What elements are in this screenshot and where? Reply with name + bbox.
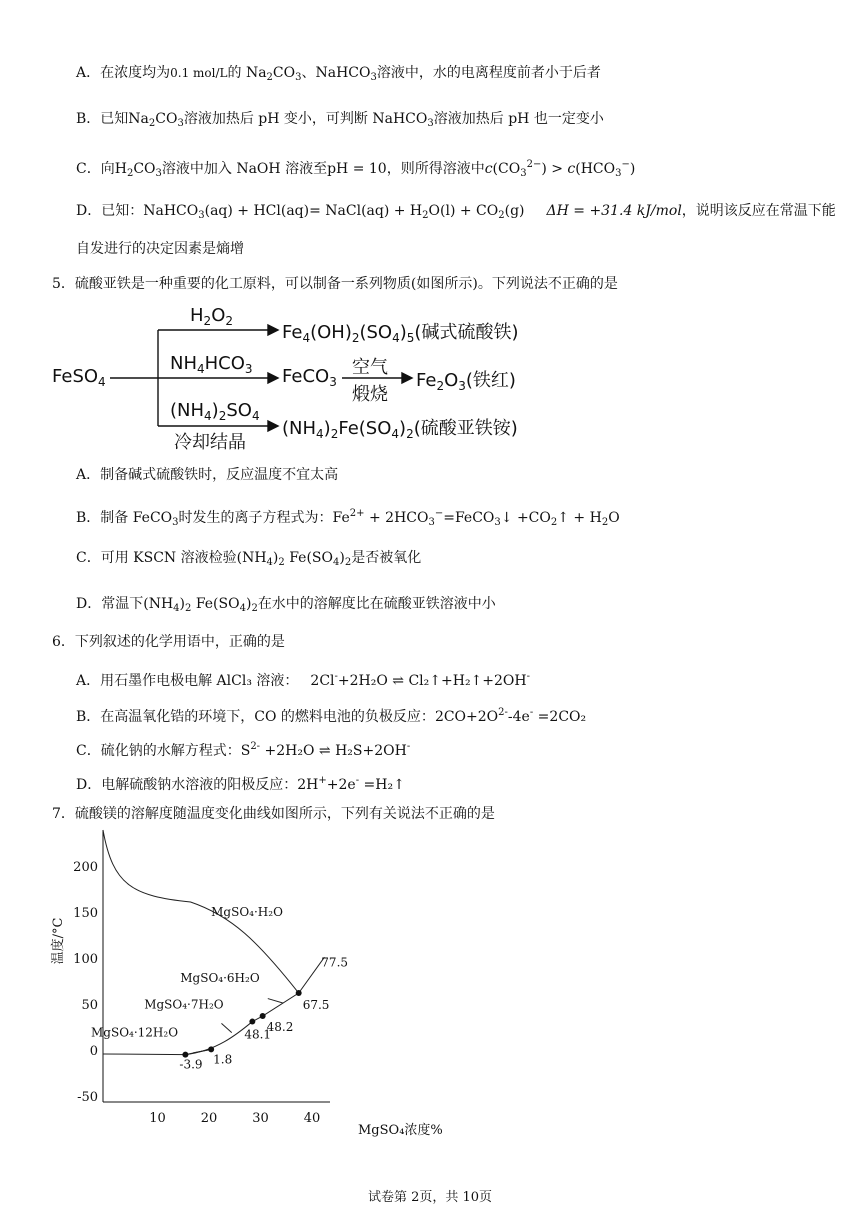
scheme-feco3: FeCO$_3$ bbox=[282, 366, 337, 389]
q4-option-a: A．在浓度均为0.1 mol/L的 $Na_2CO_3$、NaHCO$_3$溶液中，水的电离程度前者小于后者 bbox=[76, 65, 601, 83]
q6-option-c: C．硫化钠的水解方程式：$S^{2-} +2H_2O$ ⇌ H₂S+2OH- bbox=[76, 741, 411, 759]
x-tick-label: 30 bbox=[252, 1111, 269, 1126]
page-footer: 试卷第 2页，共 10页 bbox=[367, 1190, 493, 1205]
y-tick-label: 0 bbox=[89, 1044, 98, 1059]
q4-option-c: C．向$H_2CO_3$溶液中加入 NaOH 溶液至pH = 10，则所得溶液中$c(CO_3^{2-}) > c(HCO_3^-)$ bbox=[76, 159, 636, 179]
data-point bbox=[260, 1013, 266, 1019]
y-axis-label: 温度/°C bbox=[51, 917, 66, 965]
phase-leader bbox=[221, 1023, 231, 1032]
x-axis-label: MgSO₄浓度% bbox=[358, 1123, 443, 1138]
data-point bbox=[249, 1019, 255, 1025]
q6-option-d: D．电解硫酸钠水溶液的阳极反应：2H++2e- =H₂↑ bbox=[76, 775, 405, 793]
curve-12-hydrate bbox=[103, 1049, 211, 1054]
data-point bbox=[296, 990, 302, 996]
scheme-cool-crystallize: 冷却结晶 bbox=[174, 432, 246, 453]
y-tick-label: 200 bbox=[73, 860, 98, 875]
scheme-basic-ferric-sulfate: $Fe_4(OH)_2(SO_4)_5$(碱式硫酸铁) bbox=[282, 322, 519, 345]
q5-option-a: A．制备碱式硫酸铁时，反应温度不宜太高 bbox=[76, 467, 339, 483]
phase-label: MgSO₄·6H₂O bbox=[180, 971, 260, 985]
scheme-mohr-salt: $(NH_4)_2Fe(SO_4)_2$(硫酸亚铁铵) bbox=[282, 418, 518, 441]
scheme-air: 空气 bbox=[352, 357, 388, 378]
q6-option-b: B．在高温氧化锆的环境下，CO 的燃料电池的负极反应：$2CO+2O^{2-}-4e^- =2CO_2$ bbox=[76, 707, 587, 725]
scheme-h2o2: $H_2O_2$ bbox=[190, 305, 233, 328]
q5-scheme bbox=[0, 300, 860, 460]
phase-label: MgSO₄·7H₂O bbox=[144, 997, 224, 1012]
q4-option-b: B．已知$Na_2CO_3$溶液加热后 pH 变小，可判断 NaHCO$_3$溶液加热后 pH 也一定变小 bbox=[76, 111, 604, 129]
x-tick-label: 20 bbox=[200, 1111, 218, 1126]
y-tick-label: 100 bbox=[73, 952, 98, 967]
point-label: 67.5 bbox=[302, 998, 330, 1013]
q5-option-c: C．可用 KSCN 溶液检验$(NH_4)_2$ $Fe(SO_4)_2$是否被氧化 bbox=[76, 550, 422, 568]
point-label: -3.9 bbox=[179, 1057, 203, 1072]
scheme-nh4hco3: $NH_4HCO_3$ bbox=[170, 353, 253, 376]
q7-stem: 7．硫酸镁的溶解度随温度变化曲线如图所示，下列有关说法不正确的是 bbox=[52, 806, 495, 822]
q6-option-a: A．用石墨作电极电解 AlCl₃ 溶液： 2Cl-+2H₂O ⇌ Cl₂↑+H₂↑+2OH- bbox=[76, 671, 531, 689]
y-tick-label: 150 bbox=[73, 906, 98, 921]
q6-stem: 6．下列叙述的化学用语中，正确的是 bbox=[52, 634, 285, 650]
point-label: 77.5 bbox=[321, 955, 349, 970]
q4-option-d: D．已知：NaHCO$_3$(aq) + HCl(aq)= NaCl(aq) + $H_2O(l) + CO_2(g) \Delta H = +31.4$ kJ/mol，说明该反应在常温下能 bbox=[76, 203, 836, 221]
scheme-nh4-2so4: $(NH_4)_2SO_4$ bbox=[170, 400, 260, 423]
y-tick-label: -50 bbox=[77, 1090, 98, 1105]
x-tick-label: 40 bbox=[303, 1111, 321, 1126]
mgso4-solubility-chart bbox=[40, 826, 500, 1146]
q5-stem: 5．硫酸亚铁是一种重要的化工原料，可以制备一系列物质(如图所示)。下列说法不正确的是 bbox=[52, 276, 618, 292]
point-label: 1.8 bbox=[213, 1052, 233, 1067]
x-tick-label: 10 bbox=[149, 1111, 166, 1126]
scheme-calcine: 煅烧 bbox=[352, 384, 388, 405]
point-label: 48.1 bbox=[244, 1027, 272, 1042]
q4-option-d-cont: 自发进行的决定因素是熵增 bbox=[76, 241, 244, 257]
scheme-feso4: FeSO$_4$ bbox=[52, 366, 106, 389]
y-tick-label: 50 bbox=[81, 998, 98, 1013]
scheme-fe2o3: $Fe_2O_3$(铁红) bbox=[416, 370, 516, 393]
phase-leader bbox=[268, 999, 283, 1004]
q5-option-d: D．常温下$(NH_4)_2$ $Fe(SO_4)_2$在水中的溶解度比在硫酸亚铁溶液中小 bbox=[76, 596, 496, 614]
point-label: 48.2 bbox=[266, 1020, 294, 1035]
phase-label: MgSO₄·H₂O bbox=[211, 904, 283, 919]
q5-option-b: B．制备 FeCO$_3$时发生的离子方程式为：$Fe^{2+}$ + $2HCO_3^-=FeCO_3↓$ $+CO_2↑ + H_2O$ bbox=[76, 508, 620, 528]
phase-label: MgSO₄·12H₂O bbox=[91, 1025, 179, 1040]
